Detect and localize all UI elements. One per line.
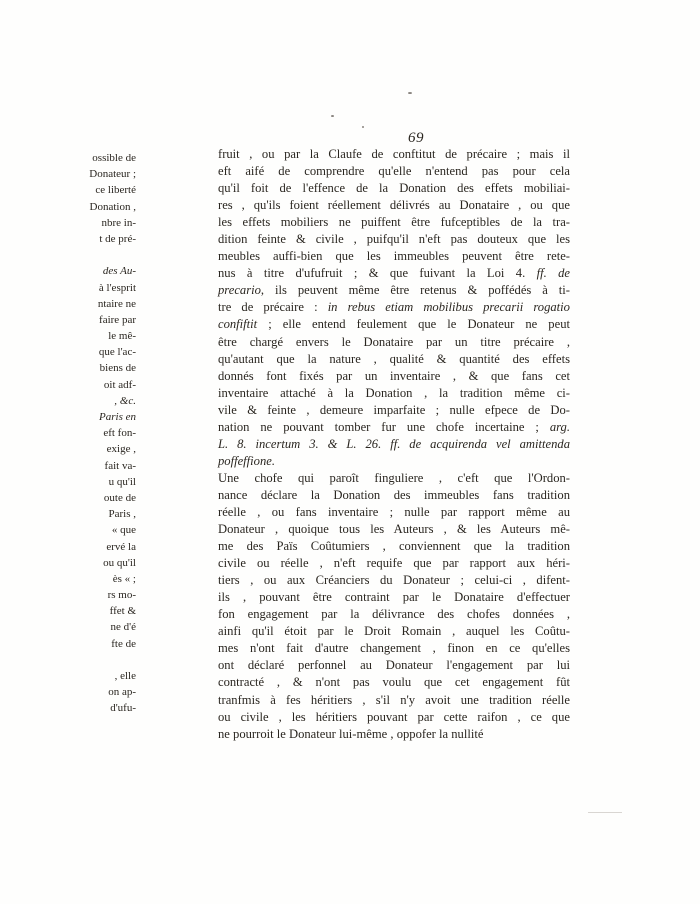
text-line: [218, 146, 570, 163]
margin-line: d'ufu-: [110, 702, 136, 715]
text-run: qu'autant que la nature , qualité & quantité des effets: [218, 351, 570, 366]
text-run: les effets mobiliers ne puiffent être fufceptibles de la tra-: [218, 215, 570, 230]
margin-line: Donateur ;: [89, 168, 136, 181]
margin-line: « que: [111, 524, 136, 537]
text-run: nus à titre d'ufufruit ; & que fuivant la Loi 4.: [218, 266, 537, 281]
margin-line: t de pré-: [99, 232, 136, 245]
margin-line: biens de: [99, 362, 136, 375]
text-line: [218, 470, 570, 487]
text-run: donnés font fixés par un inventaire , & que fans cet: [218, 368, 570, 383]
margin-line: que l'ac-: [98, 346, 136, 359]
italic-text: arg.: [549, 419, 570, 434]
text-run: ou civile , les héritiers pouvant par cette raifon , ce que: [218, 709, 570, 724]
text-line: [218, 368, 570, 385]
text-run: civile ou réelle , n'eft requife que par rapport aux héri-: [218, 556, 570, 571]
text-run: contracté , & n'ont pas voulu que cet engagement fût: [218, 675, 570, 690]
text-line: [218, 538, 570, 555]
margin-line: ffet &: [109, 605, 136, 618]
text-line: [218, 282, 570, 299]
text-run: tranfmis à fes héritiers , s'il n'y avoit une tradition réelle: [218, 692, 570, 707]
margin-line: eft fon-: [103, 427, 136, 440]
text-line: [218, 214, 570, 231]
text-line: [218, 640, 570, 657]
text-run: me des Païs Coûtumiers , conviennent que la tradition: [218, 539, 570, 554]
text-run: eft aifé de comprendre qu'elle n'entend pas pour cela: [218, 164, 570, 179]
edge-mark: [588, 812, 622, 813]
text-run: meubles auffi-bien que les immeubles peuvent être rete-: [218, 249, 570, 264]
ink-speck: [331, 115, 334, 117]
italic-text: confiftit: [218, 317, 258, 332]
text-line: [218, 248, 570, 265]
margin-line: , elle: [114, 670, 136, 682]
ink-speck: [362, 126, 364, 128]
text-line: [218, 555, 570, 572]
margin-line: ossible de: [92, 152, 136, 164]
margin-line: nbre in-: [101, 216, 136, 229]
italic-text: in rebus etiam mobilibus precarii rogatio: [327, 300, 570, 315]
margin-line: fte de: [111, 637, 136, 650]
text-run: ; elle entend feulement que le Donateur ne peut: [257, 317, 570, 332]
margin-line: Donation ,: [89, 200, 136, 213]
margin-line: ntaire ne: [97, 297, 136, 310]
text-line: [218, 197, 570, 214]
text-line: [218, 606, 570, 623]
text-run: res , qu'ils foient réellement délivrés au Donataire , ou que: [218, 198, 570, 213]
text-line: [218, 299, 570, 316]
margin-line: ce liberté: [95, 184, 136, 197]
text-line: [218, 265, 570, 282]
margin-line: ès « ;: [112, 572, 136, 585]
ink-speck: [408, 92, 412, 94]
text-run: Une chofe qui paroît finguliere , c'eft que l'Ordon-: [218, 470, 570, 485]
text-line: [218, 436, 570, 453]
text-line: [218, 231, 570, 248]
text-line: [218, 453, 570, 470]
text-run: Donateur , quoique tous les Auteurs , & les Auteurs mê-: [218, 522, 570, 537]
margin-line: Paris ,: [108, 508, 136, 521]
text-run: tre de précaire :: [218, 300, 328, 315]
text-run: mes n'ont fait d'autre changement , finon en ce qu'elles: [218, 641, 570, 656]
text-run: être chargé envers le Donataire par un titre précaire ,: [218, 334, 570, 349]
text-line: [218, 709, 570, 726]
margin-line: Paris en: [99, 411, 136, 423]
text-line: [218, 726, 570, 743]
text-line: [218, 385, 570, 402]
text-line: [218, 316, 570, 333]
text-run: vile & feinte , demeure imparfaite ; nulle efpece de Do-: [218, 402, 570, 417]
margin-line: [60, 247, 136, 263]
text-line: [218, 674, 570, 691]
margin-line: ne d'é: [110, 621, 136, 634]
text-line: [218, 351, 570, 368]
margin-line: u qu'il: [108, 475, 136, 488]
margin-line: on ap-: [108, 686, 136, 699]
margin-line: exige ,: [106, 443, 136, 456]
margin-line: le mê-: [108, 330, 136, 343]
text-run: ainfi qu'il étoit par le Droit Romain , auquel les Coûtu-: [218, 624, 570, 639]
text-run: ont déclaré perfonnel au Donateur l'engagement par lui: [218, 658, 570, 673]
text-line: [218, 180, 570, 197]
margin-line: [60, 652, 136, 668]
text-run: fruit , ou par la Claufe de conftitut de précaire ; mais il: [218, 147, 570, 161]
text-run: fon engagement par la délivrance des chofes données ,: [218, 607, 570, 622]
italic-text: ff. de: [536, 266, 570, 281]
text-line: [218, 623, 570, 640]
text-run: nance déclare la Donation des immeubles fans tradition: [218, 487, 570, 502]
text-line: [218, 521, 570, 538]
text-run: inventaire attaché à la Donation , la tradition même ci-: [218, 385, 570, 400]
text-run: qu'il foit de l'effence de la Donation des effets mobiliai-: [218, 181, 570, 196]
text-run: , ils peuvent même être retenus & poffédés à ti-: [260, 283, 570, 298]
text-line: [218, 402, 570, 419]
margin-line: oit adf-: [103, 378, 136, 391]
italic-text: precario: [218, 283, 261, 298]
text-line: [218, 589, 570, 606]
margin-line: , &c.: [114, 394, 136, 407]
italic-text: L. 8. incertum 3. & L. 26. ff. de acquirenda vel amittenda: [218, 436, 570, 451]
margin-line: ou qu'il: [103, 556, 136, 569]
margin-line: oute de: [103, 491, 136, 504]
text-run: nation ne pouvant tomber fur une chofe incertaine ;: [218, 419, 550, 434]
page-number: 69: [408, 130, 424, 146]
margin-line: fait va-: [104, 459, 136, 472]
margin-line: des Au-: [102, 265, 136, 278]
text-line: [218, 487, 570, 504]
facing-page-margin-text: [60, 150, 136, 717]
text-line: [218, 504, 570, 521]
text-run: ils , pouvant être contraint par le Donataire d'effectuer: [218, 590, 570, 605]
text-line: [218, 163, 570, 180]
margin-line: faire par: [99, 313, 136, 326]
text-run: tiers , ou aux Créanciers du Donateur ; celui-ci , difent-: [218, 573, 570, 588]
text-line: [218, 692, 570, 709]
margin-line: ervé la: [106, 540, 136, 553]
italic-text: poffeffione.: [218, 453, 276, 468]
text-run: réelle , ou fans inventaire ; nulle par rapport même au: [218, 504, 570, 519]
text-run: dition feinte & civile , puifqu'il n'eft pas douteux que les: [218, 232, 570, 247]
text-run: ne pourroit le Donateur lui-même , oppofer la nullité: [218, 726, 484, 741]
main-text-block: [218, 146, 570, 743]
text-line: [218, 572, 570, 589]
text-line: [218, 419, 570, 436]
margin-line: rs mo-: [107, 589, 136, 602]
margin-line: à l'esprit: [98, 281, 136, 294]
text-line: [218, 334, 570, 351]
text-line: [218, 657, 570, 674]
